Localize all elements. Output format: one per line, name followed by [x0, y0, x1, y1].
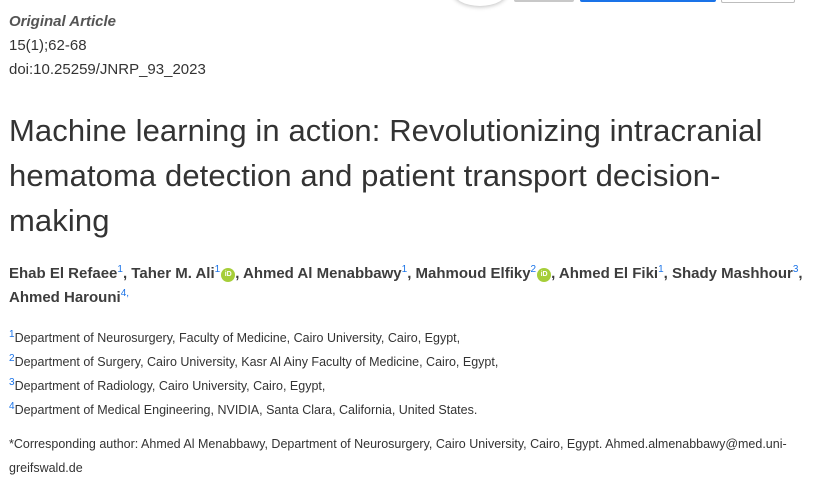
orcid-icon[interactable]: iD — [537, 268, 551, 282]
affiliation-list — [9, 326, 498, 422]
author-name[interactable]: Ahmed Harouni$^{4,}$ — [9, 288, 130, 306]
author-name[interactable]: Mahmoud Elfiky$^2$ iD — [416, 265, 552, 282]
affiliation-item: $^2$Department of Surgery, Cairo University, Kasr Al Ainy Faculty of Medicine, Cairo, Egypt, — [9, 352, 499, 369]
issue-pages: 15(1);62-68 — [9, 37, 87, 54]
author-name[interactable]: Ahmed El Fiki$^1$ — [558, 264, 664, 282]
author-name[interactable]: Ahmed Al Menabbawy$^1$ — [242, 264, 408, 282]
toolbar-button-grey[interactable] — [514, 0, 574, 2]
top-toolbar — [0, 0, 822, 8]
affiliation-item: $^1$Department of Neurosurgery, Faculty of Medicine, Cairo University, Cairo, Egypt, — [9, 328, 461, 345]
floating-circle-button[interactable] — [452, 0, 508, 6]
toolbar-button-primary[interactable] — [580, 0, 716, 2]
author-name[interactable]: Shady Mashhour$^3$ — [671, 264, 799, 282]
article-type: Original Article — [9, 13, 116, 30]
affiliation-item: $^3$Department of Radiology, Cairo University, Cairo, Egypt, — [9, 376, 326, 393]
doi[interactable]: doi:10.25259/JNRP_93_2023 — [9, 61, 206, 78]
toolbar-button-outline[interactable] — [721, 0, 795, 3]
author-list: Ehab El Refaee$^1$, Taher M. Ali$^1$ iD , Ahmed Al Menabbawy$^1$, Mahmoud Elfiky$^2$ iD , Ahmed El Fiki$^1$, Shady Mashhour$^3$, Ahmed Harouni$^{4,}$ — [9, 264, 803, 306]
article-title: Machine learning in action: Revolutionizing intracranial hematoma detection and patient transport decision-making — [9, 113, 763, 238]
author-name[interactable]: Ehab El Refaee$^1$ — [9, 264, 123, 282]
corresponding-author: *Corresponding author: Ahmed Al Menabbawy, Department of Neurosurgery, Cairo University, Cairo, Egypt. Ahmed.almenabbawy@med.uni-greifswald.de — [9, 437, 787, 475]
orcid-icon[interactable]: iD — [221, 268, 235, 282]
affiliation-item: $^4$Department of Medical Engineering, NVIDIA, Santa Clara, California, United States. — [9, 400, 478, 417]
author-name[interactable]: Taher M. Ali$^1$ iD — [131, 265, 235, 282]
